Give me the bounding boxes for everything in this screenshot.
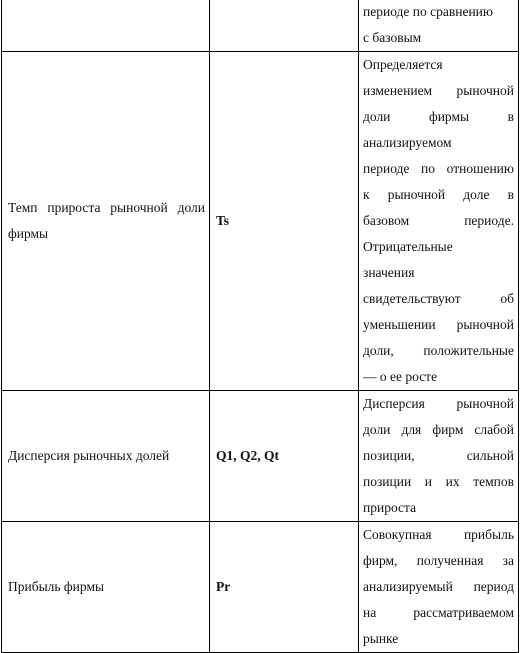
indicator-symbol: Pr xyxy=(216,579,231,594)
description-line: с базовым xyxy=(363,30,422,45)
symbol-cell xyxy=(210,52,359,391)
description-line: анализируемый период xyxy=(363,579,514,594)
description-line: периоде по отношению xyxy=(363,161,514,176)
description-line: доли фирмы в xyxy=(363,109,514,124)
table-row xyxy=(2,391,519,522)
description-line: доли, положительные xyxy=(363,343,514,358)
description-line: — о ее росте xyxy=(363,369,438,384)
indicators-table xyxy=(1,0,519,653)
description-line: Отрицательные xyxy=(363,239,453,254)
description-line: Совокупная прибыль xyxy=(363,527,514,542)
description-line: рынке xyxy=(363,631,399,646)
indicator-name: Прибыль фирмы xyxy=(8,579,105,594)
symbol-cell xyxy=(210,391,359,522)
table-row xyxy=(2,52,519,391)
indicator-symbol: Q1, Q2, Qt xyxy=(216,448,279,463)
indicator-cell xyxy=(2,0,210,52)
description-line: фирм, полученная за xyxy=(363,553,514,568)
description-line: доли для фирм слабой xyxy=(363,422,514,437)
indicator-name: Темп прироста рыночной доли фирмы xyxy=(8,200,205,241)
description-cell xyxy=(359,52,519,391)
description-line: значения xyxy=(363,265,415,280)
description-line: позиции и их темпов xyxy=(363,474,514,489)
symbol-cell xyxy=(210,522,359,653)
description-line: уменьшении рыночной xyxy=(363,317,514,332)
description-line: базовом периоде. xyxy=(363,213,514,228)
description-line: анализируемом xyxy=(363,135,452,150)
indicator-cell xyxy=(2,522,210,653)
description-cell xyxy=(359,0,519,52)
symbol-cell xyxy=(210,0,359,52)
description-line: периоде по сравнению xyxy=(363,4,493,19)
indicator-cell xyxy=(2,52,210,391)
description-cell xyxy=(359,391,519,522)
description-line: Дисперсия рыночной xyxy=(363,396,514,411)
description-line: Определяется xyxy=(363,57,443,72)
description-line: позиции, сильной xyxy=(363,448,514,463)
table-row xyxy=(2,0,519,52)
description-line: свидетельствуют об xyxy=(363,291,514,306)
indicator-cell xyxy=(2,391,210,522)
description-line: прироста xyxy=(363,500,417,515)
table-row xyxy=(2,522,519,653)
indicator-name: Дисперсия рыночных долей xyxy=(8,448,170,463)
description-cell xyxy=(359,522,519,653)
description-line: изменением рыночной xyxy=(363,83,514,98)
description-line: на рассматриваемом xyxy=(363,605,514,620)
indicator-symbol: Ts xyxy=(216,213,230,228)
description-line: к рыночной доле в xyxy=(363,187,514,202)
